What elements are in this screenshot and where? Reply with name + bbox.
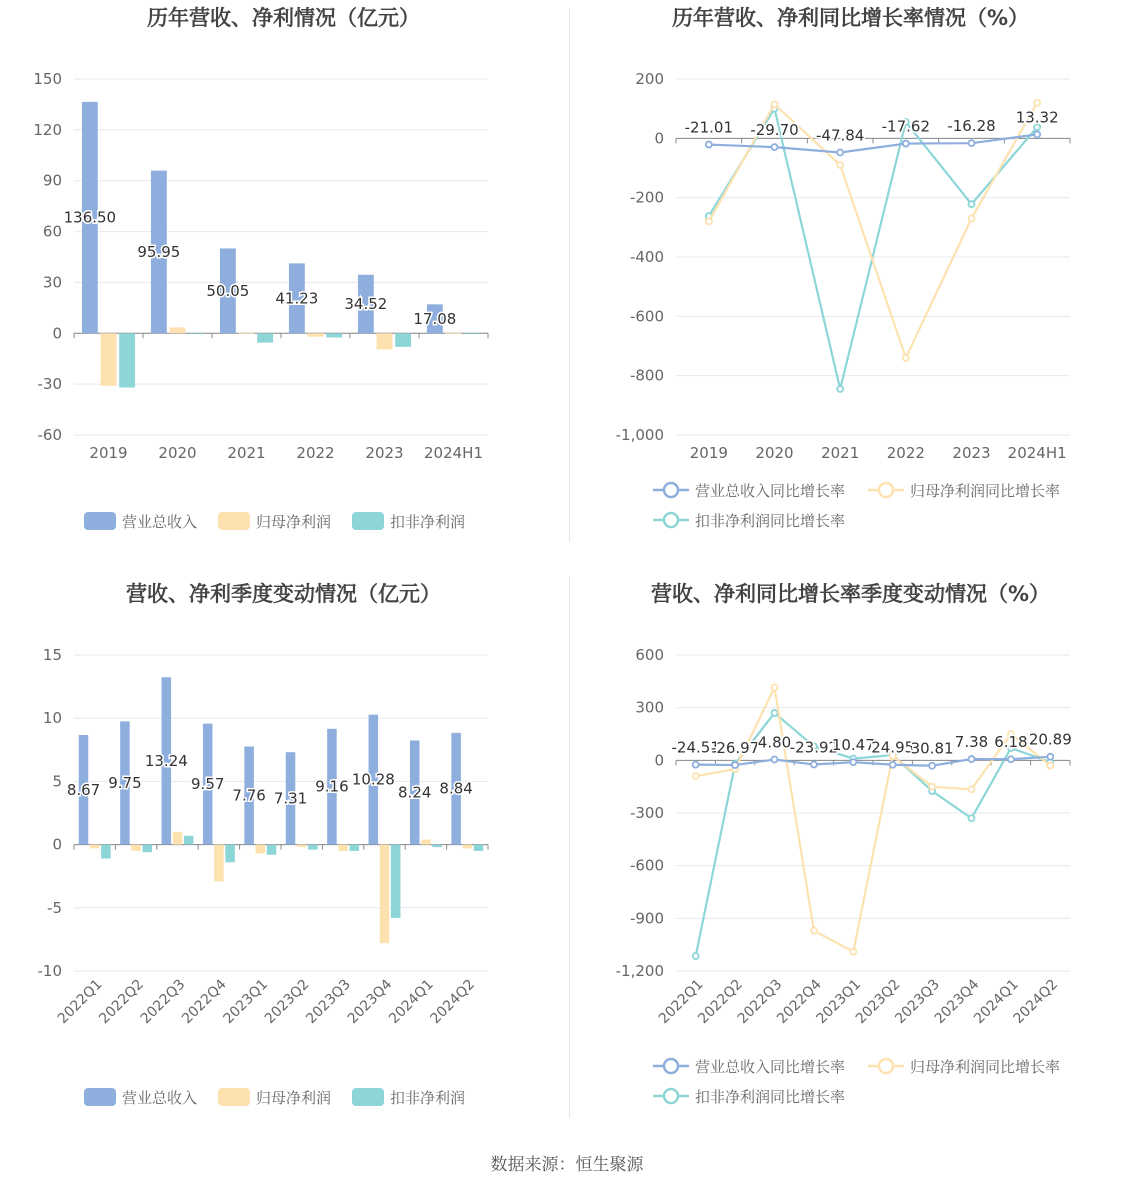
bar [170, 327, 186, 333]
x-tick-label: 2022Q1 [655, 976, 707, 1028]
line-point [811, 762, 817, 768]
chart-title: 营收、净利季度变动情况（亿元） [126, 582, 441, 606]
y-tick-label: 300 [635, 698, 664, 717]
data-label: 9.75 [108, 773, 142, 792]
chart-annual-growth [567, 0, 1134, 576]
bar [446, 333, 462, 334]
series-line [709, 109, 1037, 389]
line-point [969, 815, 975, 821]
line-point [837, 386, 843, 392]
bar [256, 845, 266, 854]
y-tick-label: -200 [629, 188, 664, 207]
y-tick-label: 0 [654, 751, 664, 770]
bar [391, 845, 401, 918]
x-tick-label: 2024Q2 [1010, 976, 1062, 1028]
data-label: -16.28 [947, 117, 996, 136]
y-tick-label: -1,000 [615, 426, 664, 444]
data-label: 6.18 [994, 733, 1028, 752]
legend-label: 归母净利润同比增长率 [910, 1058, 1061, 1076]
data-label: 8.24 [398, 783, 432, 802]
legend-marker [664, 483, 678, 497]
legend-label: 归母净利润 [256, 1089, 332, 1107]
bar [338, 845, 348, 851]
legend-swatch [218, 1088, 250, 1106]
x-tick-label: 2022 [886, 444, 925, 462]
data-label: -17.62 [881, 117, 931, 136]
data-label: 17.08 [413, 309, 457, 328]
y-tick-label: -400 [629, 248, 664, 266]
line-point [693, 953, 699, 959]
y-tick-label: 5 [52, 772, 62, 791]
panel-quarterly-growth [567, 576, 1134, 1152]
y-tick-label: 120 [33, 120, 62, 139]
y-tick-label: 10 [42, 709, 62, 728]
y-tick-label: 150 [33, 70, 62, 88]
y-tick-label: 0 [52, 324, 62, 343]
legend-label: 扣非净利润同比增长率 [695, 512, 846, 530]
panel-divider [569, 8, 570, 542]
panel-annual-growth [567, 0, 1134, 576]
legend-marker [664, 1089, 678, 1103]
data-source-note: 数据来源：恒生聚源 [490, 1155, 644, 1175]
y-tick-label: -30 [37, 375, 62, 394]
bar [119, 333, 135, 387]
data-label: 7.38 [954, 733, 989, 752]
bar [90, 845, 100, 849]
x-tick-label: 2022Q2 [695, 976, 746, 1028]
chart-title: 营收、净利同比增长率季度变动情况（%） [650, 582, 1051, 606]
y-tick-label: 15 [42, 646, 62, 664]
x-tick-label: 2022Q2 [96, 976, 147, 1028]
x-tick-label: 2022Q3 [734, 976, 786, 1028]
line-point [811, 928, 817, 934]
x-tick-label: 2022Q1 [54, 976, 106, 1028]
data-label: 41.23 [275, 289, 319, 308]
line-point [1047, 754, 1053, 760]
bar [188, 333, 204, 334]
legend-label: 扣非净利润 [390, 513, 466, 531]
y-tick-label: -60 [37, 426, 62, 444]
line-point [772, 101, 778, 107]
line-point [969, 201, 975, 207]
legend-marker [664, 1059, 678, 1073]
x-tick-label: 2023Q1 [813, 976, 865, 1028]
bar [257, 333, 273, 342]
bar [464, 333, 480, 334]
line-point [1034, 100, 1040, 106]
line-point [772, 684, 778, 690]
bar [101, 333, 117, 386]
chart-quarterly-values [0, 576, 567, 1152]
panel-divider [569, 576, 570, 1118]
line-point [772, 756, 778, 762]
line-point [837, 162, 843, 168]
data-label: -24.51 [671, 738, 720, 757]
legend-label: 营业总收入 [122, 513, 198, 531]
bar [131, 845, 141, 851]
bar [395, 333, 411, 347]
panel-quarterly-values [0, 576, 567, 1152]
y-tick-label: 90 [42, 171, 62, 190]
line-point [929, 763, 935, 769]
bar [267, 845, 277, 855]
y-tick-label: 60 [42, 222, 62, 241]
y-tick-label: 0 [52, 835, 62, 854]
y-tick-label: 200 [635, 70, 664, 88]
bar [308, 845, 318, 850]
data-label: -47.84 [815, 126, 865, 145]
legend-swatch [84, 1088, 116, 1106]
x-tick-label: 2023Q4 [344, 976, 396, 1028]
y-tick-label: -600 [629, 307, 664, 326]
y-tick-label: -800 [629, 366, 664, 385]
x-tick-label: 2024H1 [424, 444, 483, 462]
legend-swatch [352, 512, 384, 530]
x-tick-label: 2024Q1 [386, 976, 437, 1028]
x-tick-label: 2022 [296, 444, 335, 462]
chart-annual-values [0, 0, 567, 576]
line-point [890, 762, 896, 768]
data-label: 9.57 [191, 775, 225, 794]
line-point [969, 215, 975, 221]
x-tick-label: 2022Q4 [179, 976, 230, 1028]
bar [432, 845, 442, 848]
line-point [969, 140, 975, 146]
line-point [837, 150, 843, 156]
legend-label: 归母净利润同比增长率 [910, 482, 1061, 500]
line-point [706, 218, 712, 224]
legend-label: 营业总收入 [122, 1089, 198, 1107]
line-point [1008, 756, 1014, 762]
bar [474, 845, 484, 851]
x-tick-label: 2023Q2 [261, 976, 313, 1028]
y-tick-label: -1,200 [615, 962, 664, 980]
data-label: 50.05 [206, 281, 250, 300]
legend-label: 营业总收入同比增长率 [695, 1058, 846, 1076]
bar [225, 845, 235, 863]
bar [297, 845, 307, 848]
bar [214, 845, 224, 882]
data-label: -29.70 [750, 121, 799, 140]
x-tick-label: 2023Q4 [931, 976, 983, 1028]
x-tick-label: 2023 [365, 444, 404, 462]
y-tick-label: -600 [629, 856, 664, 875]
legend-marker [879, 483, 893, 497]
line-point [929, 784, 935, 790]
data-label: 34.52 [344, 295, 388, 314]
bar [377, 333, 393, 349]
legend-swatch [218, 512, 250, 530]
series-line [696, 687, 1051, 951]
legend-label: 扣非净利润同比增长率 [695, 1088, 846, 1106]
x-tick-label: 2023 [952, 444, 991, 462]
data-label: 13.32 [1015, 108, 1059, 127]
x-tick-label: 2023Q2 [852, 976, 904, 1028]
data-label: 8.84 [439, 779, 473, 798]
legend-label: 营业总收入同比增长率 [695, 482, 846, 500]
x-tick-label: 2020 [158, 444, 197, 462]
line-point [732, 762, 738, 768]
line-point [850, 949, 856, 955]
data-label: 24.95 [871, 738, 915, 757]
legend-label: 归母净利润 [256, 513, 332, 531]
legend-swatch [84, 512, 116, 530]
x-tick-label: 2023Q3 [892, 976, 943, 1028]
line-point [969, 756, 975, 762]
line-point [693, 762, 699, 768]
line-point [1034, 131, 1040, 137]
data-label: 7.31 [273, 789, 308, 808]
bar [463, 845, 473, 849]
line-point [772, 710, 778, 716]
data-label: 95.95 [137, 242, 181, 261]
y-tick-label: -10 [37, 962, 62, 980]
x-tick-label: 2019 [89, 444, 128, 462]
line-point [903, 141, 909, 147]
x-tick-label: 2021 [821, 444, 860, 462]
y-tick-label: -5 [47, 898, 62, 917]
data-label: 10.28 [351, 770, 395, 789]
bar [326, 333, 342, 337]
x-tick-label: 2021 [227, 444, 266, 462]
data-label: 8.67 [66, 780, 101, 799]
bar [143, 845, 153, 853]
bar [350, 845, 360, 851]
data-label: -23.92 [789, 738, 839, 757]
x-tick-label: 2023Q1 [220, 976, 272, 1028]
data-label: 9.16 [315, 777, 349, 796]
legend-marker [664, 513, 678, 527]
bar [239, 333, 255, 334]
line-point [1047, 763, 1053, 769]
x-tick-label: 2019 [689, 444, 728, 462]
line-point [706, 142, 712, 148]
data-label: 10.47 [831, 736, 875, 755]
bar [101, 845, 111, 859]
x-tick-label: 2022Q4 [774, 976, 825, 1028]
data-label: 20.89 [1028, 730, 1072, 749]
line-point [969, 786, 975, 792]
y-tick-label: 0 [654, 129, 664, 148]
data-label: 4.80 [757, 733, 792, 752]
chart-quarterly-growth [567, 576, 1134, 1152]
bar [173, 832, 183, 845]
data-label: 7.76 [232, 786, 266, 805]
x-tick-label: 2022Q3 [137, 976, 189, 1028]
data-label: -21.01 [684, 118, 734, 137]
line-point [772, 144, 778, 150]
y-tick-label: -300 [629, 804, 664, 822]
data-label: 30.81 [910, 739, 954, 758]
x-tick-label: 2020 [755, 444, 794, 462]
chart-title: 历年营收、净利同比增长率情况（%） [671, 6, 1030, 30]
x-tick-label: 2024H1 [1007, 444, 1067, 462]
x-tick-label: 2024Q1 [971, 976, 1022, 1028]
data-label: 136.50 [63, 208, 117, 227]
data-label: -26.97 [710, 739, 760, 758]
y-tick-label: 600 [635, 646, 664, 664]
legend-swatch [352, 1088, 384, 1106]
line-point [903, 355, 909, 361]
data-label: 13.24 [144, 751, 188, 770]
legend-marker [879, 1059, 893, 1073]
bar [308, 333, 324, 336]
panel-annual-values [0, 0, 567, 576]
legend-label: 扣非净利润 [390, 1089, 466, 1107]
x-tick-label: 2023Q3 [303, 976, 354, 1028]
y-tick-label: 30 [42, 273, 62, 292]
bar [380, 845, 390, 944]
bar [184, 836, 194, 845]
line-point [693, 773, 699, 779]
line-point [850, 759, 856, 765]
chart-title: 历年营收、净利情况（亿元） [147, 6, 420, 30]
x-tick-label: 2024Q2 [427, 976, 479, 1028]
bar [421, 840, 431, 845]
y-tick-label: -900 [629, 909, 664, 928]
